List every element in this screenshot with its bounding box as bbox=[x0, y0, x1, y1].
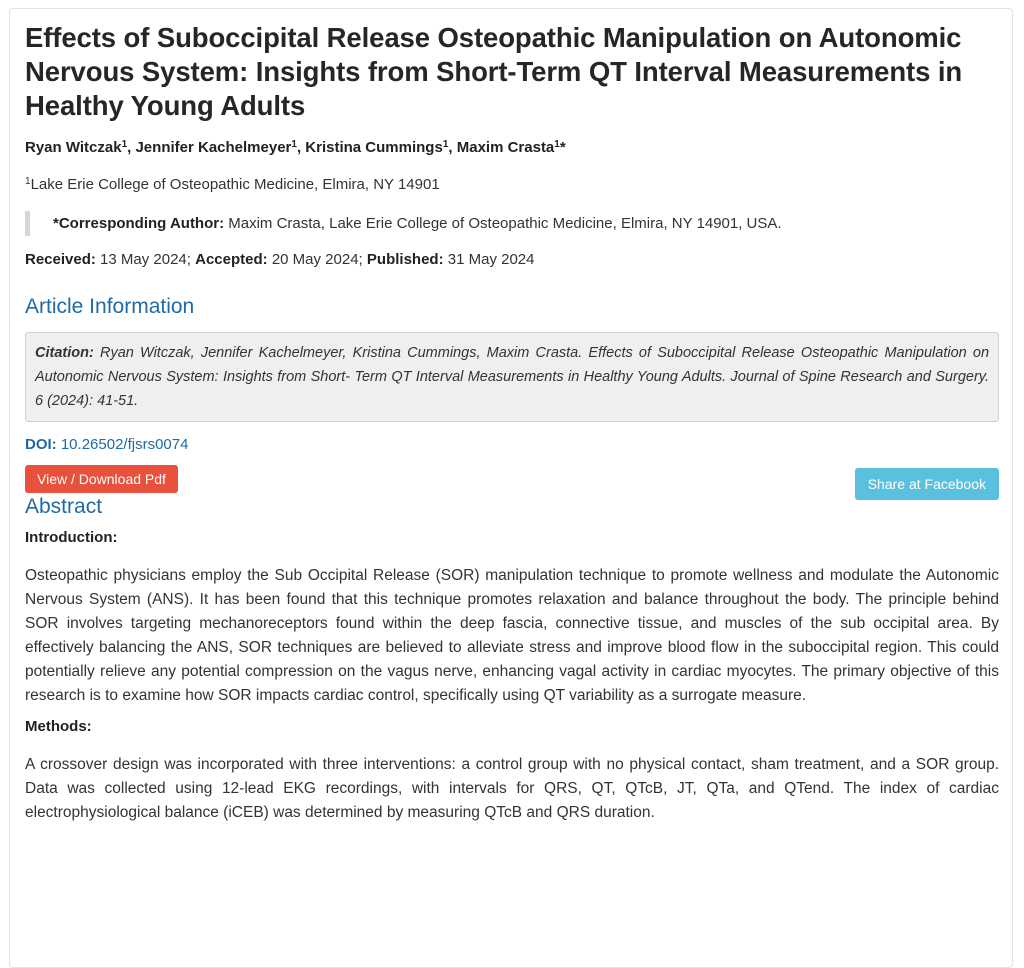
introduction-heading: Introduction: bbox=[25, 529, 118, 546]
author[interactable]: Maxim Crasta$^1$* bbox=[456, 139, 566, 156]
doi-label: DOI: bbox=[25, 436, 57, 453]
author[interactable]: Jennifer Kachelmeyer$^1$ bbox=[135, 139, 297, 156]
corresponding-text: Maxim Crasta, Lake Erie College of Osteopathic Medicine, Elmira, NY 14901, USA. bbox=[228, 215, 782, 232]
author[interactable]: Kristina Cummings$^1$ bbox=[305, 139, 449, 156]
affiliation: $^1$Lake Erie College of Osteopathic Medicine, Elmira, NY 14901 bbox=[25, 176, 440, 193]
abstract-heading: Abstract bbox=[25, 495, 103, 518]
methods-paragraph: A crossover design was incorporated with three interventions: a control group with no physical contact, sham treatment, and a SOR group. Data was collected using 12-lead EKG recordings, with intervals for QRS, QT, QTcB, JT, QTa, and QTend. The index of cardiac electrophysiological balance (iCEB) was determined by measuring QTcB and QRS duration. bbox=[25, 756, 999, 821]
article-title: Effects of Suboccipital Release Osteopathic Manipulation on Autonomic Nervous System: Insights from Short-Term QT Interval Measurements in Healthy Young Adults bbox=[25, 22, 963, 121]
doi-link[interactable]: 10.26502/fjsrs0074 bbox=[60, 436, 189, 453]
citation-label: Citation: bbox=[35, 345, 94, 361]
corresponding-label: *Corresponding Author: bbox=[53, 215, 225, 232]
author[interactable]: Ryan Witczak$^1$ bbox=[25, 139, 128, 156]
share-facebook-button[interactable]: Share at Facebook bbox=[855, 468, 999, 500]
citation-text: Ryan Witczak, Jennifer Kachelmeyer, Kristina Cummings, Maxim Crasta. Effects of Suboccipital Release Osteopathic Manipulation on Autonomic Nervous System: Insights from Short- Term QT Interval Measurements in Healthy Young Adults. Journal of Spine Research and Surgery. 6 (2024): 41-51. bbox=[35, 345, 990, 409]
article-information-heading: Article Information bbox=[25, 295, 195, 318]
action-bar bbox=[25, 465, 999, 503]
author-list: Ryan Witczak$^1$, Jennifer Kachelmeyer$^1$, Kristina Cummings$^1$, Maxim Crasta$^1$* bbox=[25, 139, 566, 156]
corresponding-author bbox=[25, 211, 999, 236]
publication-dates: Received: 13 May 2024; Accepted: 20 May 2024; Published: 31 May 2024 bbox=[25, 251, 535, 268]
download-pdf-button[interactable]: View / Download Pdf bbox=[25, 465, 178, 493]
methods-heading: Methods: bbox=[25, 718, 92, 735]
doi bbox=[25, 436, 999, 453]
citation-box bbox=[25, 332, 999, 422]
article-content bbox=[25, 21, 999, 825]
introduction-paragraph: Osteopathic physicians employ the Sub Occipital Release (SOR) manipulation technique to promote wellness and modulate the Autonomic Nervous System (ANS). It has been found that this technique promotes relaxation and balance throughout the body. The principle behind SOR involves targeting mechanoreceptors found within the deep fascia, connective tissue, and muscles of the sub occipital area. By effectively balancing the ANS, SOR techniques are believed to alleviate stress and improve blood flow in the suboccipital region. This could potentially relieve any potential compression on the vagus nerve, enhancing vagal activity in cardiac myocytes. The primary objective of this research is to examine how SOR impacts cardiac control, specifically using QT variability as a surrogate measure. bbox=[25, 567, 999, 704]
article-card bbox=[9, 8, 1013, 968]
